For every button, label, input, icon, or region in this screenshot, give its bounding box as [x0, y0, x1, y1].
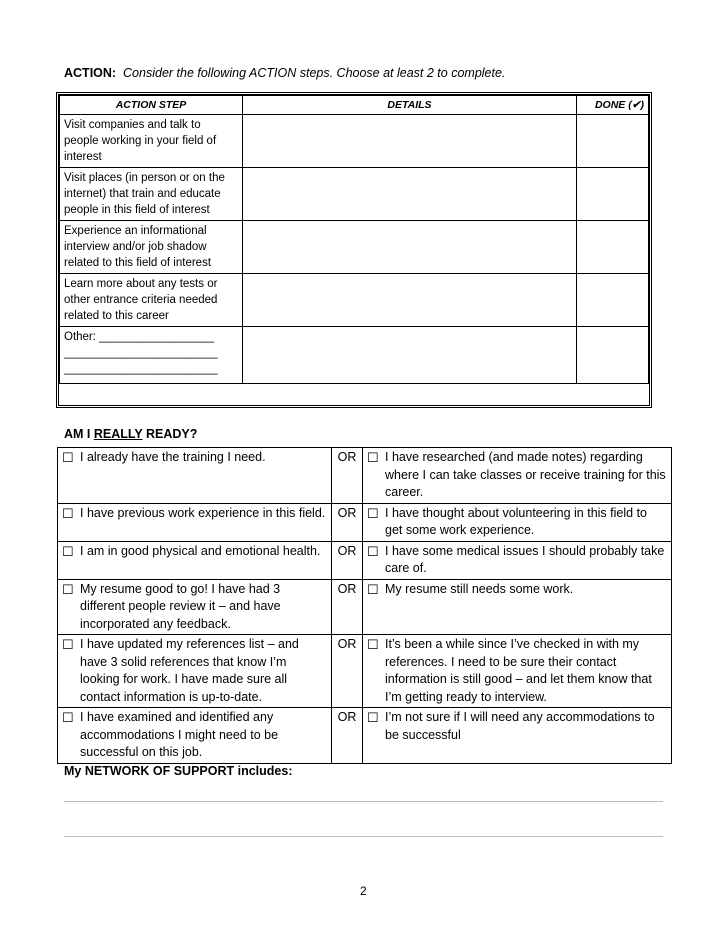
checkbox-icon[interactable]: ☐ — [62, 581, 74, 597]
ready-heading-pre: AM I — [64, 427, 94, 441]
ready-right-text: I’m not sure if I will need any accommodations to be successful — [385, 710, 655, 742]
ready-table — [57, 447, 672, 764]
action-label: ACTION: — [64, 66, 117, 80]
table-row — [60, 168, 649, 221]
action-step-cell: Experience an informational interview and/or job shadow related to this field of interest — [60, 221, 243, 274]
or-label: OR — [332, 503, 363, 541]
action-step-other-cell — [60, 327, 243, 384]
ready-right-text: I have some medical issues I should probably take care of. — [385, 543, 665, 575]
checkbox-icon[interactable]: ☐ — [367, 710, 379, 725]
ready-heading — [64, 427, 197, 441]
action-instruction: Consider the following ACTION steps. Choose at least 2 to complete. — [123, 66, 506, 80]
table-row — [60, 221, 649, 274]
ready-right-cell — [363, 708, 672, 764]
action-step-cell: Visit companies and talk to people working in your field of interest — [60, 115, 243, 168]
page-number: 2 — [360, 884, 367, 898]
ready-left-cell — [58, 635, 332, 708]
ready-right-cell — [363, 448, 672, 504]
or-label: OR — [332, 635, 363, 708]
ready-left-cell — [58, 708, 332, 764]
done-cell[interactable] — [577, 274, 649, 327]
ready-right-text: I have researched (and made notes) regarding where I can take classes or receive training for this career. — [385, 450, 666, 499]
action-table — [59, 95, 649, 384]
done-cell[interactable] — [577, 327, 649, 384]
checkbox-icon[interactable]: ☐ — [367, 581, 379, 597]
checkbox-icon[interactable]: ☐ — [367, 543, 379, 559]
action-table-header — [60, 96, 649, 115]
checkbox-icon[interactable]: ☐ — [62, 710, 74, 725]
or-label: OR — [332, 708, 363, 764]
ready-left-text: I have examined and identified any accommodations I might need to be successful on this job. — [80, 710, 279, 759]
checkbox-icon[interactable]: ☐ — [62, 505, 74, 521]
checkbox-icon[interactable]: ☐ — [367, 637, 379, 652]
ready-left-text: I am in good physical and emotional health. — [80, 543, 321, 558]
ready-right-text: I have thought about volunteering in this field to get some work experience. — [385, 505, 647, 537]
details-cell[interactable] — [243, 168, 577, 221]
table-row — [60, 274, 649, 327]
network-line-1[interactable] — [64, 801, 663, 802]
ready-right-cell — [363, 635, 672, 708]
ready-left-cell — [58, 541, 332, 579]
other-line-1: Other: __________________ — [64, 331, 215, 343]
or-label: OR — [332, 448, 363, 504]
checkbox-icon[interactable]: ☐ — [62, 543, 74, 559]
ready-row — [58, 635, 672, 708]
ready-row — [58, 579, 672, 635]
details-cell[interactable] — [243, 115, 577, 168]
action-step-cell: Learn more about any tests or other entrance criteria needed related to this career — [60, 274, 243, 327]
ready-right-cell — [363, 503, 672, 541]
done-cell[interactable] — [577, 115, 649, 168]
ready-row — [58, 708, 672, 764]
table-row-other — [60, 327, 649, 384]
details-cell[interactable] — [243, 274, 577, 327]
ready-left-cell — [58, 579, 332, 635]
ready-left-text: I have updated my references list – and have 3 solid references that know I’m looking for work. I have made sure all contact information is up-to-date. — [80, 637, 299, 704]
other-line-3: ________________________ — [64, 363, 218, 375]
action-heading — [64, 66, 505, 80]
ready-right-cell — [363, 579, 672, 635]
checkbox-icon[interactable]: ☐ — [367, 450, 379, 465]
ready-left-text: I have previous work experience in this field. — [80, 505, 326, 520]
checkbox-icon[interactable]: ☐ — [367, 505, 379, 521]
ready-right-cell — [363, 541, 672, 579]
ready-row — [58, 503, 672, 541]
details-cell[interactable] — [243, 327, 577, 384]
header-action-step: ACTION STEP — [60, 96, 243, 115]
other-line-2: ________________________ — [64, 347, 218, 359]
done-cell[interactable] — [577, 168, 649, 221]
network-heading: My NETWORK OF SUPPORT includes: — [64, 764, 293, 778]
header-done: DONE (✔) — [577, 96, 649, 115]
details-cell[interactable] — [243, 221, 577, 274]
ready-left-cell — [58, 448, 332, 504]
ready-row — [58, 541, 672, 579]
ready-right-text: It’s been a while since I’ve checked in with my references. I need to be sure their contact information is still good – and let them know that I’m getting ready to interview. — [385, 637, 652, 704]
network-line-2[interactable] — [64, 836, 663, 837]
ready-left-text: I already have the training I need. — [80, 450, 266, 464]
header-details: DETAILS — [243, 96, 577, 115]
ready-right-text: My resume still needs some work. — [385, 581, 574, 596]
action-step-cell: Visit places (in person or on the internet) that train and educate people in this field of interest — [60, 168, 243, 221]
ready-heading-underlined: REALLY — [93, 427, 143, 441]
ready-left-text: My resume good to go! I have had 3 different people review it – and have incorporated any feedback. — [80, 581, 281, 631]
table-row — [60, 115, 649, 168]
or-label: OR — [332, 579, 363, 635]
ready-heading-post: READY? — [142, 427, 198, 441]
checkbox-icon[interactable]: ☐ — [62, 637, 74, 652]
ready-left-cell — [58, 503, 332, 541]
done-cell[interactable] — [577, 221, 649, 274]
checkbox-icon[interactable]: ☐ — [62, 450, 74, 465]
or-label: OR — [332, 541, 363, 579]
ready-row — [58, 448, 672, 504]
